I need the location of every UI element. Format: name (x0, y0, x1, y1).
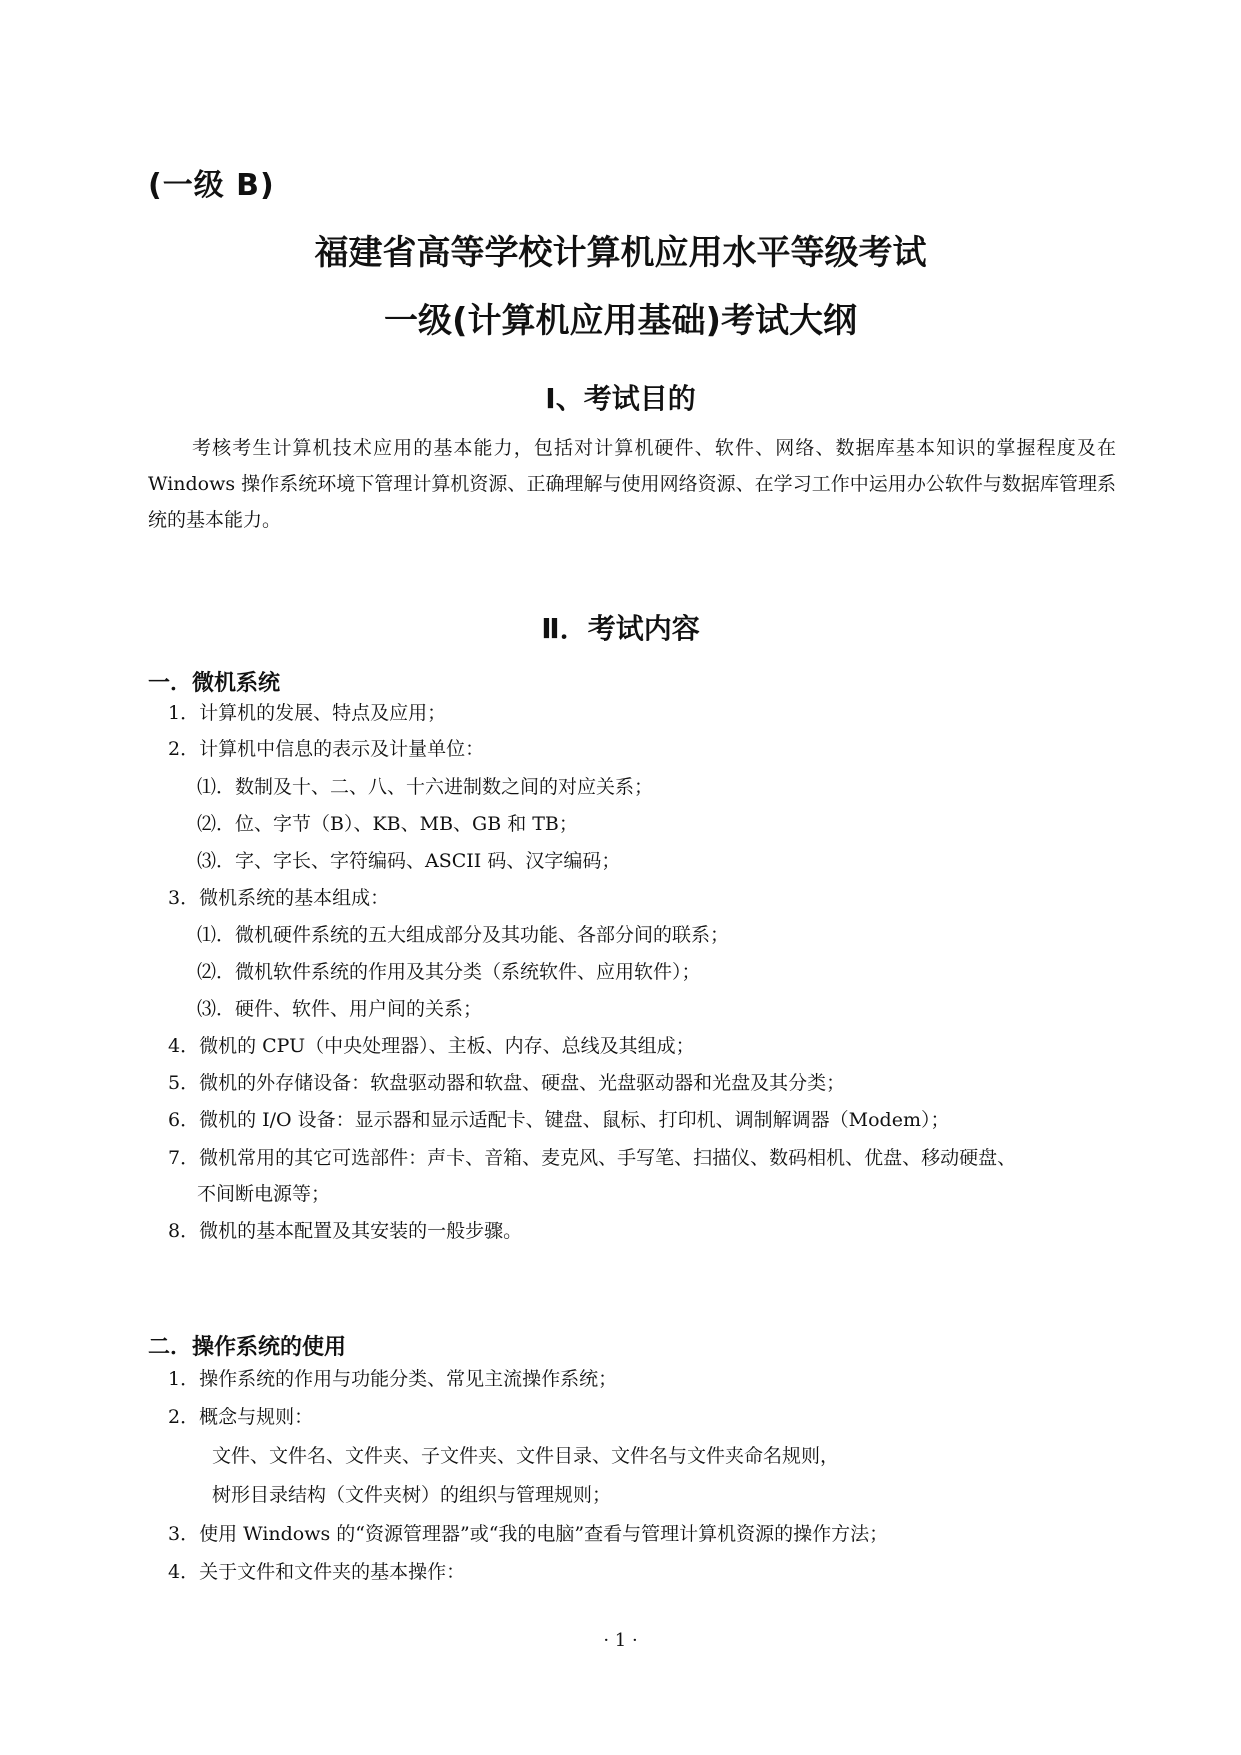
section-title-content: Ⅱ．考试内容 (541, 612, 700, 645)
list-item: 6．微机的 I/O 设备：显示器和显示适配卡、键盘、鼠标、打印机、调制解调器（Modem）； (168, 1109, 950, 1131)
list-item: 4．关于文件和文件夹的基本操作： (168, 1561, 466, 1583)
list-item: 7．微机常用的其它可选部件：声卡、音箱、麦克风、手写笔、扫描仪、数码相机、优盘、移动硬盘、 (168, 1147, 1017, 1169)
list-subitem: ⑵．位、字节（B）、KB、MB、GB 和 TB； (197, 813, 578, 835)
list-subitem: 文件、文件名、文件夹、子文件夹、文件目录、文件名与文件夹命名规则， (212, 1445, 840, 1467)
document-title-line1: 福建省高等学校计算机应用水平等级考试 (314, 233, 927, 273)
list-subitem: ⑶．硬件、软件、用户间的关系； (197, 998, 483, 1020)
page-number: · 1 · (603, 1630, 638, 1651)
level-tag: (一级 B) (148, 168, 275, 203)
section-title-purpose: Ⅰ、考试目的 (545, 382, 696, 415)
list-item: 3．使用 Windows 的“资源管理器”或“我的电脑”查看与管理计算机资源的操作方法； (168, 1523, 889, 1545)
list-item: 2．计算机中信息的表示及计量单位： (168, 738, 485, 760)
list-item: 2．概念与规则： (168, 1406, 314, 1428)
list-subitem: ⑴．数制及十、二、八、十六进制数之间的对应关系； (197, 776, 654, 798)
list-item: 5．微机的外存储设备：软盘驱动器和软盘、硬盘、光盘驱动器和光盘及其分类； (168, 1072, 846, 1094)
list-item: 8．微机的基本配置及其安装的一般步骤。 (168, 1220, 523, 1242)
purpose-paragraph: 考核考生计算机技术应用的基本能力，包括对计算机硬件、软件、网络、数据库基本知识的掌握程度及在 Windows 操作系统环境下管理计算机资源、正确理解与使用网络资源、在学习工作中运用办公软件与数据库管理系统的基本能力。 (148, 437, 1116, 531)
list-item: 3．微机系统的基本组成： (168, 887, 390, 909)
document-title-line2: 一级(计算机应用基础)考试大纲 (383, 301, 858, 341)
list-subitem: ⑵．微机软件系统的作用及其分类（系统软件、应用软件）； (197, 961, 701, 983)
list-item: 1．计算机的发展、特点及应用； (168, 702, 447, 724)
subheading-os-usage: 二．操作系统的使用 (148, 1335, 347, 1360)
subheading-microcomputer-system: 一．微机系统 (148, 671, 281, 696)
list-item-continuation: 不间断电源等； (197, 1183, 331, 1205)
list-subitem: 树形目录结构（文件夹树）的组织与管理规则； (212, 1484, 612, 1506)
list-item: 4．微机的 CPU（中央处理器）、主板、内存、总线及其组成； (168, 1035, 695, 1057)
list-item: 1．操作系统的作用与功能分类、常见主流操作系统； (168, 1368, 618, 1390)
list-subitem: ⑴．微机硬件系统的五大组成部分及其功能、各部分间的联系； (197, 924, 730, 946)
list-subitem: ⑶．字、字长、字符编码、ASCII 码、汉字编码； (197, 850, 621, 872)
